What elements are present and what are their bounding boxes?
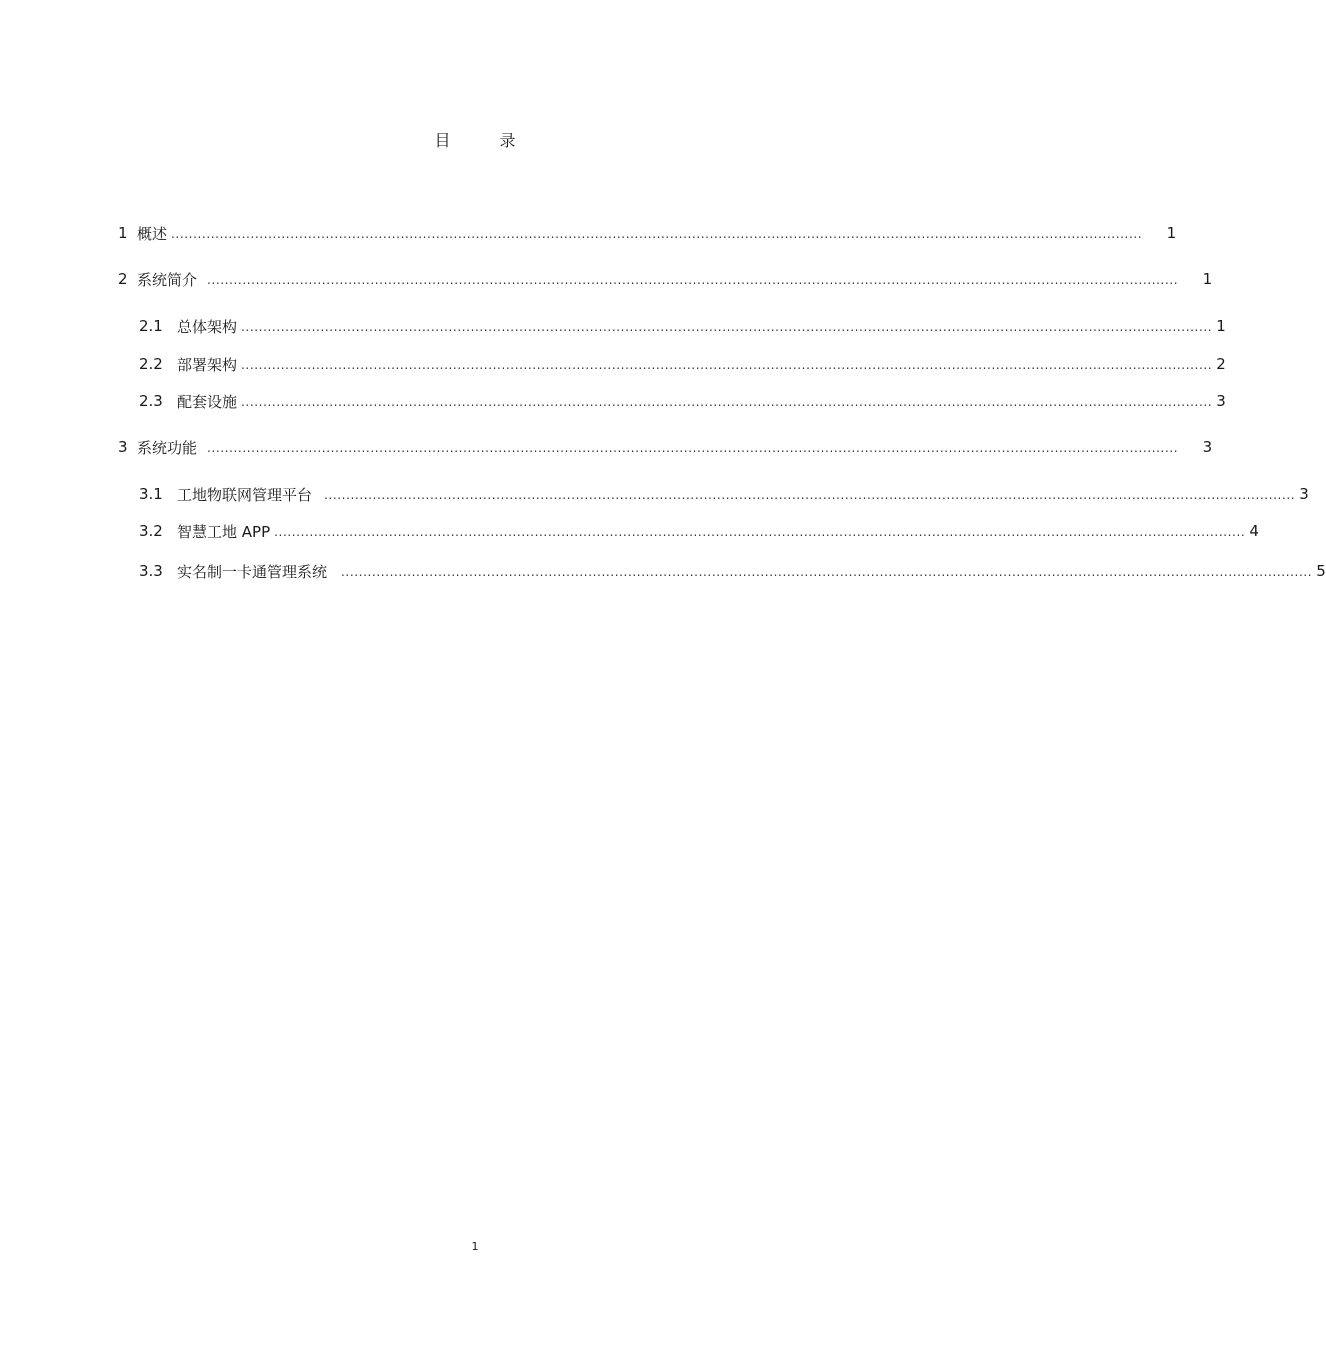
- toc-entry-label: 配套设施: [177, 392, 238, 411]
- toc-entry[interactable]: [118, 436, 1213, 458]
- toc-dot-leader: ............................................................................................................................................................................................................................: [207, 441, 1179, 455]
- toc-entry-page: 5: [1316, 562, 1326, 580]
- toc-entry-page: 3: [1299, 485, 1309, 503]
- toc-entry[interactable]: [118, 268, 1213, 290]
- toc-entry-label: 概述: [137, 224, 168, 243]
- toc-entry-label: 系统简介: [137, 270, 198, 289]
- toc-entry-label: 系统功能: [137, 438, 198, 457]
- toc-dot-leader: ............................................................................................................................................................................................................................: [171, 227, 1143, 241]
- toc-entry[interactable]: [139, 315, 1226, 337]
- toc-entry-number: 2.2: [139, 355, 163, 373]
- toc-dot-leader: ............................................................................................................................................................................................................................: [207, 273, 1179, 287]
- toc-entry-number: 1: [118, 224, 128, 242]
- toc-entry-number: 3.3: [139, 562, 163, 580]
- toc-entry-number: 2: [118, 270, 128, 288]
- page-number: 1: [471, 1240, 479, 1253]
- toc-entry[interactable]: [139, 390, 1226, 412]
- toc-dot-leader: ............................................................................................................................................................................................................................: [274, 525, 1246, 539]
- toc-entry-page: 2: [1216, 355, 1226, 373]
- toc-entry[interactable]: [118, 222, 1177, 244]
- toc-entry-page: 1: [1216, 317, 1226, 335]
- toc-entry-page: 3: [1216, 392, 1226, 410]
- toc-title: 目 录: [434, 131, 538, 150]
- toc-entry-number: 2.1: [139, 317, 163, 335]
- toc-dot-leader: ............................................................................................................................................................................................................................: [341, 565, 1313, 579]
- toc-dot-leader: ............................................................................................................................................................................................................................: [324, 488, 1296, 502]
- toc-entry-page: 3: [1202, 438, 1213, 456]
- toc-dot-leader: ............................................................................................................................................................................................................................: [241, 320, 1213, 334]
- toc-entry-number: 3.2: [139, 522, 163, 540]
- toc-entry[interactable]: [139, 560, 1326, 582]
- toc-entry-label: 部署架构: [177, 355, 238, 374]
- toc-entry-page: 4: [1249, 522, 1259, 540]
- toc-entry[interactable]: [139, 353, 1226, 375]
- toc-dot-leader: ............................................................................................................................................................................................................................: [241, 395, 1213, 409]
- toc-entry-number: 2.3: [139, 392, 163, 410]
- toc-entry-label: 总体架构: [177, 317, 238, 336]
- toc-entry-page: 1: [1166, 224, 1177, 242]
- toc-entry-label: 智慧工地 APP: [177, 522, 271, 541]
- toc-entry-number: 3.1: [139, 485, 163, 503]
- toc-dot-leader: ............................................................................................................................................................................................................................: [241, 358, 1213, 372]
- toc-entry-label: 实名制一卡通管理系统: [177, 562, 328, 581]
- toc-entry-number: 3: [118, 438, 128, 456]
- toc-entry-page: 1: [1202, 270, 1213, 288]
- toc-entry[interactable]: [139, 483, 1309, 505]
- toc-entry[interactable]: [139, 520, 1259, 542]
- toc-entry-label: 工地物联网管理平台: [177, 485, 313, 504]
